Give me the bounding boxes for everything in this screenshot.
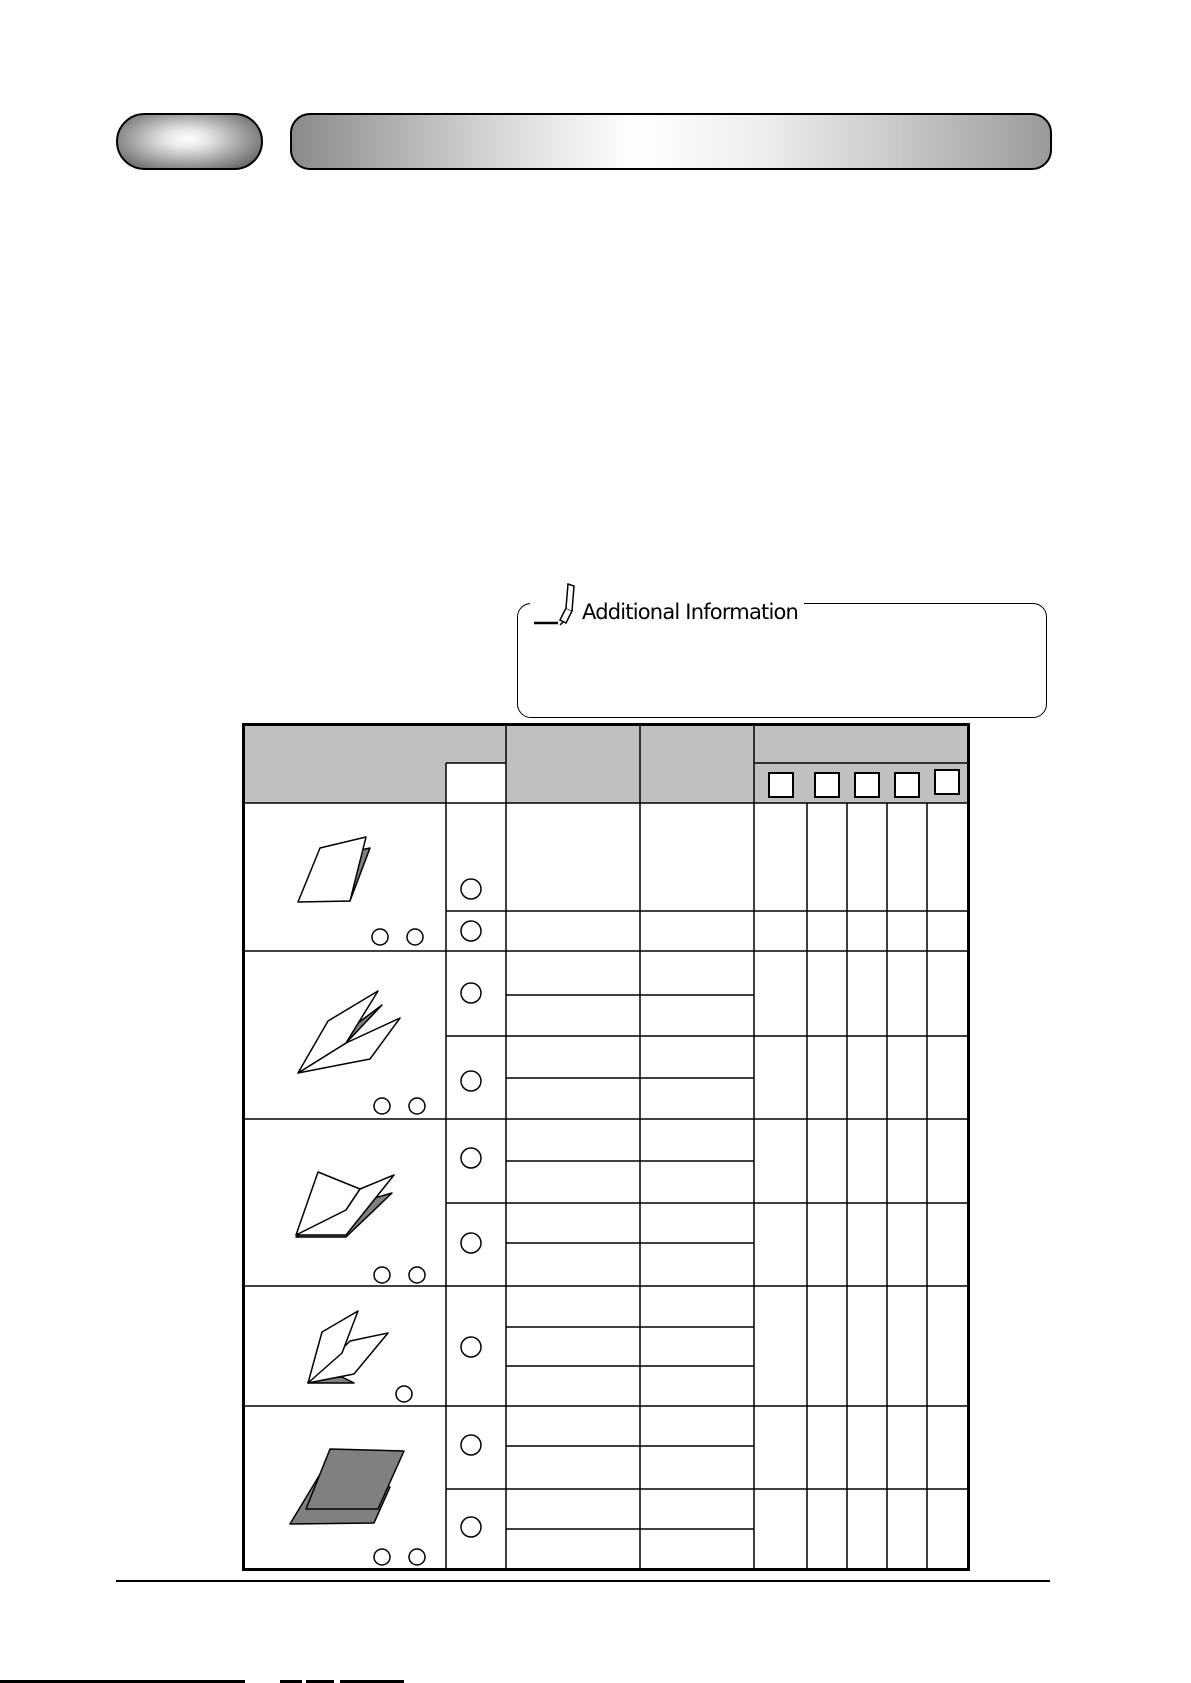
section-number-badge [116,113,263,170]
additional-information-header [530,580,804,626]
table-header-subcell [446,763,506,803]
row-marker-circles [461,879,481,1537]
folding-options-table [242,723,970,1571]
cross-fold-illustration [290,1449,404,1524]
section-title-bar [290,113,1052,170]
half-fold-illustration [298,837,370,902]
pen-note-icon [530,580,578,626]
letter-fold-illustration [298,991,400,1073]
double-parallel-fold-illustration [308,1311,388,1383]
footer-rule [116,1580,1050,1582]
z-fold-illustration [296,1172,394,1237]
additional-information-title: Additional Information [582,600,799,624]
